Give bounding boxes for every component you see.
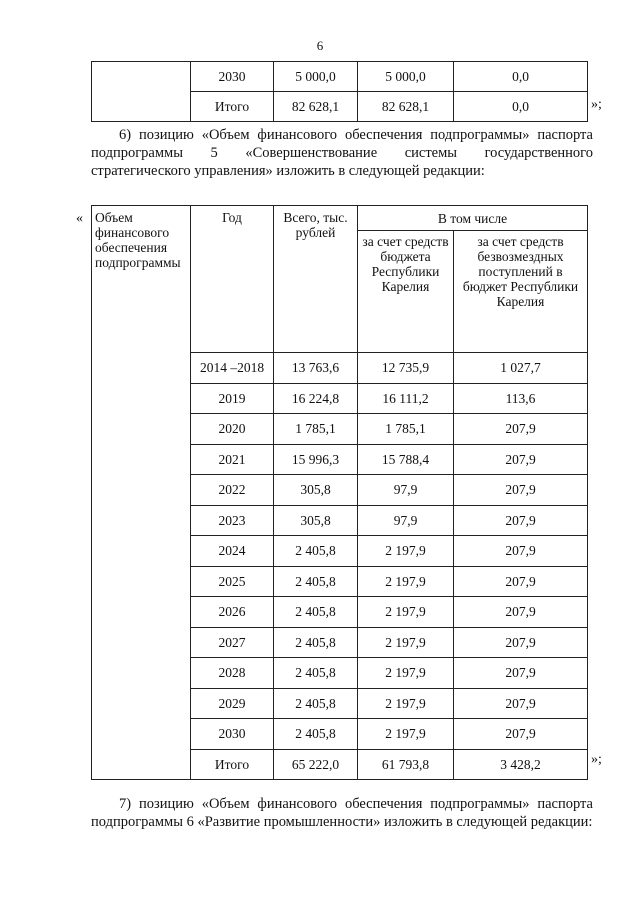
cell-total: 2 405,8 [274,597,358,628]
top-table-empty-cell [92,62,191,122]
cell-grants: 207,9 [454,597,588,628]
cell-grants: 207,9 [454,475,588,506]
header-grants: за счет средств безвозмездных поступлений в бюджет Республики Карелия [454,231,588,353]
cell-year: 2030 [191,62,274,92]
cell-grants: 113,6 [454,383,588,414]
cell-total: 16 224,8 [274,383,358,414]
cell-total: 2 405,8 [274,627,358,658]
cell-total: 5 000,0 [274,62,358,92]
cell-budget: 2 197,9 [358,597,454,628]
cell-year: 2026 [191,597,274,628]
cell-budget: 2 197,9 [358,627,454,658]
cell-budget: 97,9 [358,505,454,536]
header-year: Год [191,206,274,353]
cell-total: 82 628,1 [274,92,358,122]
cell-grants: 0,0 [454,62,588,92]
cell-total: 1 785,1 [274,414,358,445]
cell-grants: 3 428,2 [454,749,588,780]
cell-grants: 207,9 [454,719,588,750]
cell-total: 13 763,6 [274,353,358,384]
header-budget: за счет средств бюджета Республики Карелия [358,231,454,353]
cell-grants: 207,9 [454,627,588,658]
cell-total: 65 222,0 [274,749,358,780]
cell-year: 2028 [191,658,274,689]
cell-budget: 5 000,0 [358,62,454,92]
cell-budget: 2 197,9 [358,719,454,750]
cell-total: 2 405,8 [274,719,358,750]
top-table-row [92,62,588,92]
opening-quote: « [76,211,83,226]
description-cell: Объем финансового обеспечения подпрограммы [92,206,191,780]
cell-budget: 1 785,1 [358,414,454,445]
page-number: 6 [316,38,324,53]
cell-grants: 207,9 [454,505,588,536]
cell-grants: 1 027,7 [454,353,588,384]
cell-grants: 207,9 [454,566,588,597]
cell-grants: 207,9 [454,658,588,689]
cell-total: 305,8 [274,475,358,506]
cell-year: Итого [191,92,274,122]
cell-grants: 207,9 [454,688,588,719]
cell-year: 2022 [191,475,274,506]
cell-budget: 15 788,4 [358,444,454,475]
cell-year: 2029 [191,688,274,719]
paragraph-6-text: 6) позицию «Объем финансового обеспечения подпрограммы» паспорта подпрограммы 5 «Совершенствование системы государственного стратегического управления» изложить в следующей редакции: [91,127,593,179]
cell-budget: 61 793,8 [358,749,454,780]
cell-budget: 2 197,9 [358,658,454,689]
cell-total: 2 405,8 [274,566,358,597]
paragraph-7-text: 7) позицию «Объем финансового обеспечения подпрограммы» паспорта подпрограммы 6 «Развитие промышленности» изложить в следующей редакции: [91,796,593,830]
cell-year: 2030 [191,719,274,750]
cell-grants: 0,0 [454,92,588,122]
cell-grants: 207,9 [454,444,588,475]
cell-total: 2 405,8 [274,536,358,567]
cell-year: 2024 [191,536,274,567]
closing-quote-top: »; [591,97,602,112]
cell-total: 2 405,8 [274,658,358,689]
cell-year: 2021 [191,444,274,475]
cell-year: 2025 [191,566,274,597]
cell-year: 2019 [191,383,274,414]
cell-year: 2020 [191,414,274,445]
cell-total: 2 405,8 [274,688,358,719]
cell-grants: 207,9 [454,536,588,567]
cell-budget: 97,9 [358,475,454,506]
cell-budget: 82 628,1 [358,92,454,122]
paragraph-7 [91,795,593,831]
financing-table [91,205,588,780]
header-including: В том числе [358,206,588,231]
cell-grants: 207,9 [454,414,588,445]
cell-budget: 2 197,9 [358,536,454,567]
cell-total: 305,8 [274,505,358,536]
cell-year: 2014 –2018 [191,353,274,384]
cell-budget: 12 735,9 [358,353,454,384]
cell-budget: 16 111,2 [358,383,454,414]
header-row-1 [92,206,588,231]
cell-year: 2023 [191,505,274,536]
cell-budget: 2 197,9 [358,688,454,719]
cell-total: 15 996,3 [274,444,358,475]
cell-year: 2027 [191,627,274,658]
cell-year: Итого [191,749,274,780]
header-total: Всего, тыс. рублей [274,206,358,353]
paragraph-6 [91,126,593,180]
closing-quote-main: »; [591,752,602,767]
top-table [91,61,588,122]
cell-budget: 2 197,9 [358,566,454,597]
